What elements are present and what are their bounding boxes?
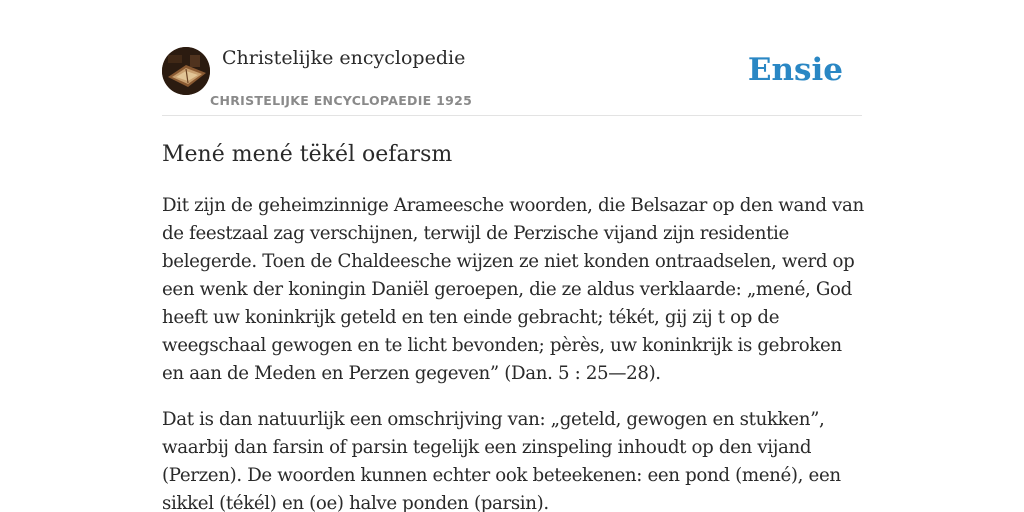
article-title: Mené mené tëkél oefarsm — [162, 142, 453, 167]
source-subtitle: CHRISTELIJKE ENCYCLOPAEDIE 1925 — [210, 93, 473, 108]
page — [162, 0, 862, 512]
book-photo-icon[interactable] — [162, 47, 210, 95]
brand-logo[interactable]: Ensie — [747, 52, 843, 88]
paragraph: Dat is dan natuurlijk een omschrijving van: „geteld, gewogen en stukken”, waarbij dan farsin of parsin tegelijk een zinspeling inhoudt op den vijand (Perzen). De woorden kunnen echter ook beteekenen: een pond (mené), een sikkel (tékél) en (oe) halve ponden (parsin). — [162, 409, 841, 512]
source-title[interactable]: Christelijke encyclopedie — [222, 47, 466, 69]
header — [162, 0, 862, 116]
article-body — [162, 192, 867, 512]
paragraph: Dit zijn de geheimzinnige Arameesche woorden, die Belsazar op den wand van de feestzaal zag verschijnen, terwijl de Perzische vijand zijn residentie belegerde. Toen de Chaldeesche wijzen ze niet konden ontraadselen, werd op een wenk der koningin Daniël geroepen, die ze aldus verklaarde: „mené, God heeft uw koninkrijk geteld en ten einde gebracht; tékét, gij zij t op de weegschaal gewogen en te licht bevonden; pèrès, uw koninkrijk is gebroken en aan de Meden en Perzen gegeven” (Dan. 5 : 25—28). — [162, 195, 864, 384]
